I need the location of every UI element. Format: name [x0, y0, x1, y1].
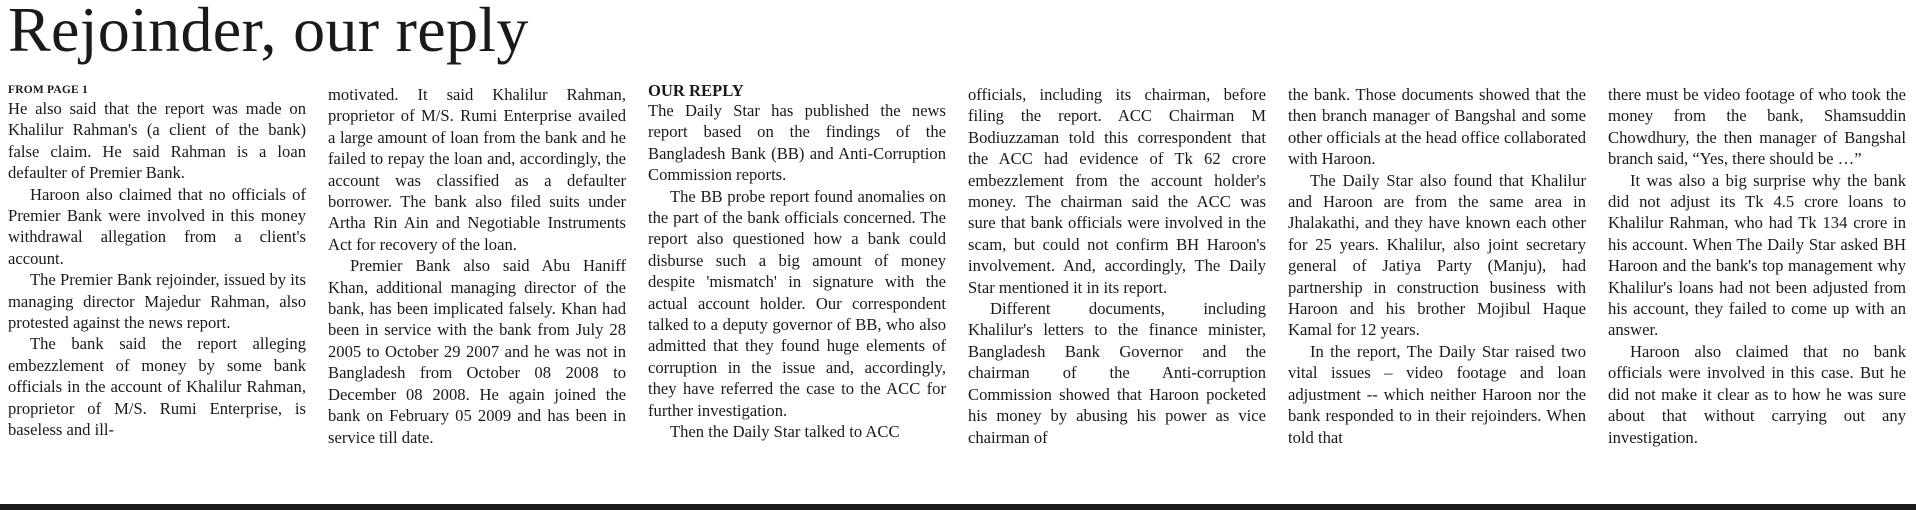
- paragraph: The Daily Star also found that Khalilur and Haroon are from the same area in Jhalakathi, and they have known each other for 25 years. Khalilur, also joint secretary general of Jatiya Party (Manju), had partnership in construction business with Haroon and his brother Mojibul Haque Kamal for 12 years.: [1288, 170, 1586, 340]
- paragraph: officials, including its chairman, before filing the report. ACC Chairman M Bodiuzzaman told this correspondent that the ACC had evidence of Tk 62 crore embezzlement from the account holder's money. The chairman said the ACC was sure that bank officials were involved in the scam, but could not confirm BH Haroon's involvement. And, accordingly, The Daily Star mentioned it in its report.: [968, 85, 1266, 297]
- paragraph: The bank said the report alleging embezzlement of money by some bank officials in the account of Khalilur Rahman, proprietor of M/S. Rumi Enterprise, is baseless and ill-: [8, 334, 306, 440]
- continuation-kicker: FROM PAGE 1: [8, 84, 88, 96]
- paragraph: the bank. Those documents showed that the then branch manager of Bangshal and some other officials at the head office collaborated with Haroon.: [1288, 85, 1586, 169]
- paragraph: In the report, The Daily Star raised two vital issues – video footage and loan adjustment -- which neither Haroon nor the bank responded to in their rejoinders. When told that: [1288, 341, 1586, 447]
- paragraph: He also said that the report was made on Khalilur Rahman's (a client of the bank) false claim. He said Rahman is a loan defaulter of Premier Bank.: [8, 99, 306, 183]
- paragraph: Haroon also claimed that no officials of Premier Bank were involved in this money withdrawal allegation from a client's account.: [8, 184, 306, 268]
- paragraph: motivated. It said Khalilur Rahman, proprietor of M/S. Rumi Enterprise availed a large amount of loan from the bank and he failed to repay the loan and, accordingly, the account was classified as a defaulter borrower. The bank also filed suits under Artha Rin Ain and Negotiable Instruments Act for recovery of the loan.: [328, 85, 626, 254]
- article-column-4: [968, 84, 1266, 502]
- bottom-rule: [0, 504, 1916, 510]
- article-column-3: [648, 84, 946, 502]
- paragraph: Premier Bank also said Abu Haniff Khan, additional managing director of the bank, has been implicated falsely. Khan had been in service with the bank from July 28 2005 to October 29 2007 and he was not in Bangladesh from October 08 2008 to December 08 2008. He again joined the bank on February 05 2009 and has been in service till date.: [328, 256, 626, 447]
- paragraph: The Premier Bank rejoinder, issued by its managing director Majedur Rahman, also protested against the news report.: [8, 270, 306, 333]
- paragraph: Different documents, including Khalilur's letters to the finance minister, Bangladesh Bank Governor and the chairman of the Anti-corruption Commission showed that Haroon pocketed his money by abusing his power as vice chairman of: [968, 299, 1266, 447]
- paragraph: Haroon also claimed that no bank officials were involved in this case. But he did not make it clear as to how he was sure about that without carrying out any investigation.: [1608, 341, 1906, 447]
- article-column-5: [1288, 84, 1586, 502]
- paragraph: Then the Daily Star talked to ACC: [670, 422, 900, 442]
- article-column-1: [8, 84, 306, 502]
- article-column-6: [1608, 84, 1906, 502]
- article-columns: [8, 84, 1908, 502]
- headline: Rejoinder, our reply: [8, 0, 529, 65]
- paragraph: there must be video footage of who took the money from the bank, Shamsuddin Chowdhury, the then manager of Bangshal branch said, “Yes, there should be …”: [1608, 85, 1906, 169]
- paragraph: The BB probe report found anomalies on the part of the bank officials concerned. The report also questioned how a bank could disburse such a big amount of money despite 'mismatch' in signature with the actual account holder. Our correspondent talked to a deputy governor of BB, who also admitted that they found huge elements of corruption in the issue and, accordingly, they have referred the case to the ACC for further investigation.: [648, 186, 946, 420]
- paragraph: It was also a big surprise why the bank did not adjust its Tk 4.5 crore loans to Khalilur Rahman, who had Tk 134 crore in his account. When The Daily Star asked BH Haroon and the bank's top management why Khalilur's loans had not been adjusted from his account, they failed to come up with an answer.: [1608, 170, 1906, 340]
- paragraph: The Daily Star has published the news report based on the findings of the Bangladesh Bank (BB) and Anti-Corruption Commission reports.: [648, 101, 946, 185]
- article-column-2: [328, 84, 626, 502]
- section-subhead: OUR REPLY: [648, 84, 744, 100]
